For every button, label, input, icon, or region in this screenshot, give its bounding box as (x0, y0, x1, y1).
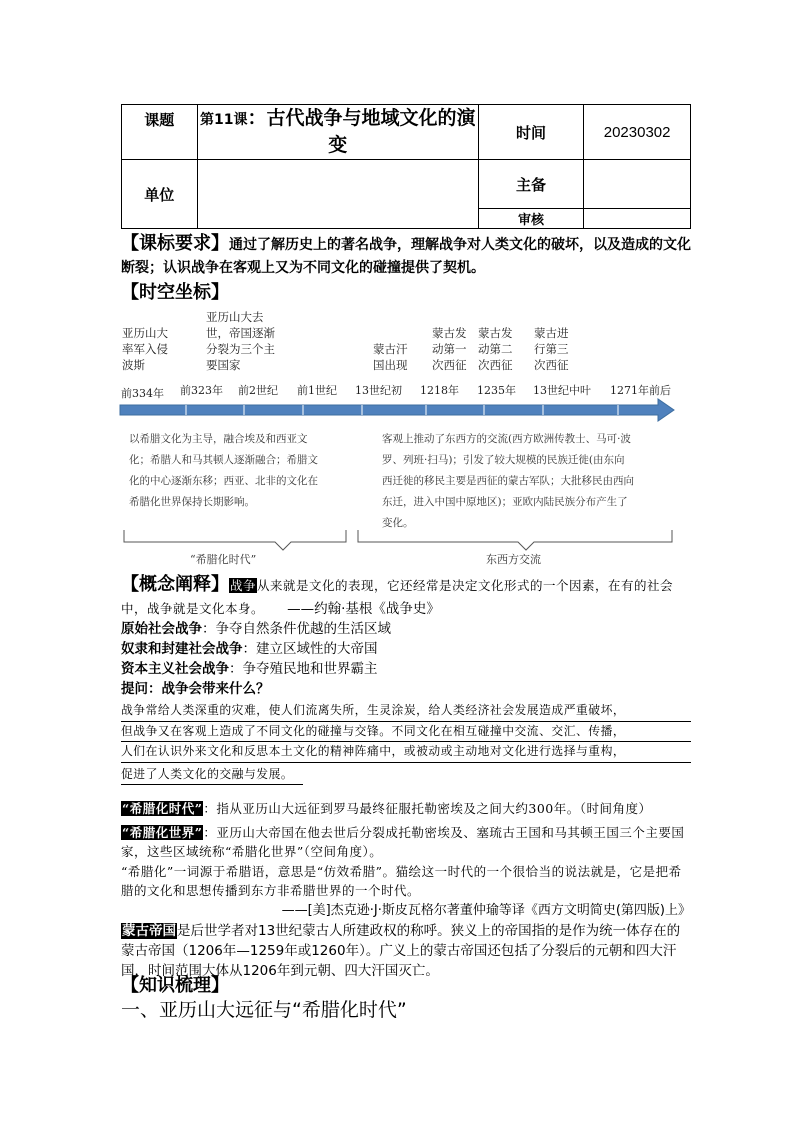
mongol-empire-def (121, 921, 691, 981)
timeline-date: 13世纪初 (355, 384, 402, 397)
review-value (584, 209, 691, 229)
bracket-right (358, 530, 672, 550)
caption-hellenistic: “希腊化时代” (190, 553, 257, 566)
lesson-name: ：古代战争与地域文化的演变 (247, 107, 476, 156)
caption-exchange: 东西方交流 (486, 553, 541, 566)
unit-value (197, 160, 478, 229)
timeline-date: 前1世纪 (297, 384, 337, 397)
timeline-date: 前323年 (180, 384, 223, 397)
answer-line: 战争常给人类深重的灾难，使人们流离失所，生灵涂炭，给人类经济社会发展造成严重破坏， (121, 701, 691, 722)
review-label: 审核 (478, 209, 583, 229)
lead-value (584, 160, 691, 209)
timeline-date: 1235年 (477, 384, 516, 397)
timeline-date: 前2世纪 (238, 384, 278, 397)
timeline-date: 1218年 (420, 384, 459, 397)
hellenistic-world-def (121, 823, 691, 862)
concept-text: ：建立区域性的大帝国 (242, 641, 378, 657)
timeline-note-hellenistic: 以希腊文化为主导，融合埃及和西亚文化；希腊人和马其顿人逐渐融合；希腊文化的中心逐渐东移；西亚、北非的文化在希腊化世界保持长期影响。 (129, 433, 318, 508)
concept-term: 资本主义社会战争 (121, 661, 229, 677)
answer-line: 人们在认识外来文化和反思本土文化的精神阵痛中，或被动或主动地对文化进行选择与重构， (121, 742, 691, 763)
timeline-event: 亚历山大率军入侵波斯 (122, 326, 168, 372)
knowledge-heading: 【知识梳理】 (121, 975, 229, 996)
timeline-arrow-shape (120, 399, 674, 421)
concept-term: 原始社会战争 (121, 621, 202, 637)
concept-text: ：争夺殖民地和世界霸主 (229, 661, 378, 677)
timeline-event: 蒙古进行第三次西征 (534, 326, 569, 372)
curriculum-standard (121, 232, 691, 280)
standard-heading: 【课标要求】 (121, 233, 229, 254)
lead-label: 主备 (478, 160, 583, 209)
unit-label: 单位 (122, 160, 198, 229)
concept-term: 奴隶和封建社会战争 (121, 641, 243, 657)
timeline-date: 1271年前后 (610, 384, 671, 397)
quote-source: ——约翰·基根《战争史》 (287, 601, 440, 617)
concept-item (121, 619, 691, 639)
hellenistic-word-origin: “希腊化”一词源于希腊语，意思是“仿效希腊”。猫绘这一时代的一个很恰当的说法就是，它是把希腊的文化和思想传播到东方非希腊世界的一个时代。 (121, 863, 682, 898)
answer-line: 促进了人类文化的交融与发展。 (121, 765, 303, 786)
concept-item (121, 639, 691, 659)
timeline-event: 蒙古汗国出现 (373, 342, 408, 372)
timeline-event: 蒙古发动第二次西征 (478, 326, 513, 372)
hellenistic-world-text: ：亚历山大帝国在他去世后分裂成托勒密埃及、塞琉古王国和马其顿王国三个主要国家，这些区域统称“希腊化世界”（空间角度）。 (121, 824, 685, 859)
concepts-section (121, 573, 691, 981)
topic-label: 课题 (122, 105, 198, 160)
time-label: 时间 (478, 105, 583, 160)
lesson-number: 第11课 (199, 112, 248, 128)
war-quote: 从来就是文化的表现，它还经常是决定文化形式的一个因素，在有的社会中，战争就是文化本身。 (121, 578, 674, 616)
hellenistic-age-def (121, 799, 691, 819)
standard-text: 通过了解历史上的著名战争，理解战争对人类文化的破坏，以及造成的文化断裂；认识战争在客观上又为不同文化的碰撞提供了契机。 (121, 237, 691, 276)
question: 提问：战争会带来什么？ (121, 681, 270, 697)
concept-text: ：争夺自然条件优越的生活区域 (202, 621, 391, 637)
answer-block (121, 701, 691, 785)
bracket-left (124, 530, 346, 550)
answer-line: 但战争又在客观上造成了不同文化的碰撞与交锋。不同文化在相互碰撞中交流、交汇、传播， (121, 722, 691, 743)
hellenistic-age-text: ：指从亚历山大远征到罗马最终征服托勒密埃及之间大约300年。（时间角度） (203, 801, 652, 816)
timeline-event: 蒙古发动第一次西征 (432, 326, 467, 372)
section-one-title: 一、亚历山大远征与“希腊化时代” (121, 999, 407, 1021)
hellenistic-world-term: “希腊化世界” (122, 824, 203, 840)
timeline-arrow (118, 396, 678, 426)
hellenistic-source: ——[美]杰克逊·J·斯皮瓦格尔著董仲瑜等译《西方文明简史(第四版)上》 (281, 902, 691, 918)
timeline-date: 前334年 (121, 387, 164, 400)
timeline-heading: 【时空坐标】 (121, 282, 229, 303)
quote-tag: 战争 (230, 578, 257, 593)
concepts-heading: 【概念阐释】 (121, 574, 229, 595)
mongol-term: 蒙古帝国 (122, 922, 176, 939)
lesson-title (197, 105, 478, 160)
concept-item (121, 659, 691, 679)
timeline-event: 亚历山大去世，帝国逐渐分裂为三个主要国家 (206, 310, 275, 372)
date-value: 20230302 (584, 105, 691, 160)
timeline-date: 13世纪中叶 (533, 384, 591, 397)
lesson-header-table (121, 104, 691, 229)
mongol-text: 是后世学者对13世纪蒙古人所建政权的称呼。狭义上的帝国指的是作为统一体存在的蒙古帝国（1206年—1259年或1260年）。广义上的蒙古帝国还包括了分裂后的元朝和四大汗国，时间范围大体从1206年到元朝、四大汗国灭亡。 (121, 922, 681, 979)
timeline-note-exchange: 客观上推动了东西方的交流(西方欧洲传教士、马可·波罗、列班·扫马)；引发了较大规模的民族迁徙(由东向西迁徙的移民主要是西征的蒙古军队；大批移民由西向东迁，进入中国中原地区)；亚欧内陆民族分布产生了变化。 (382, 433, 634, 529)
hellenistic-age-term: “希腊化时代” (122, 801, 203, 816)
